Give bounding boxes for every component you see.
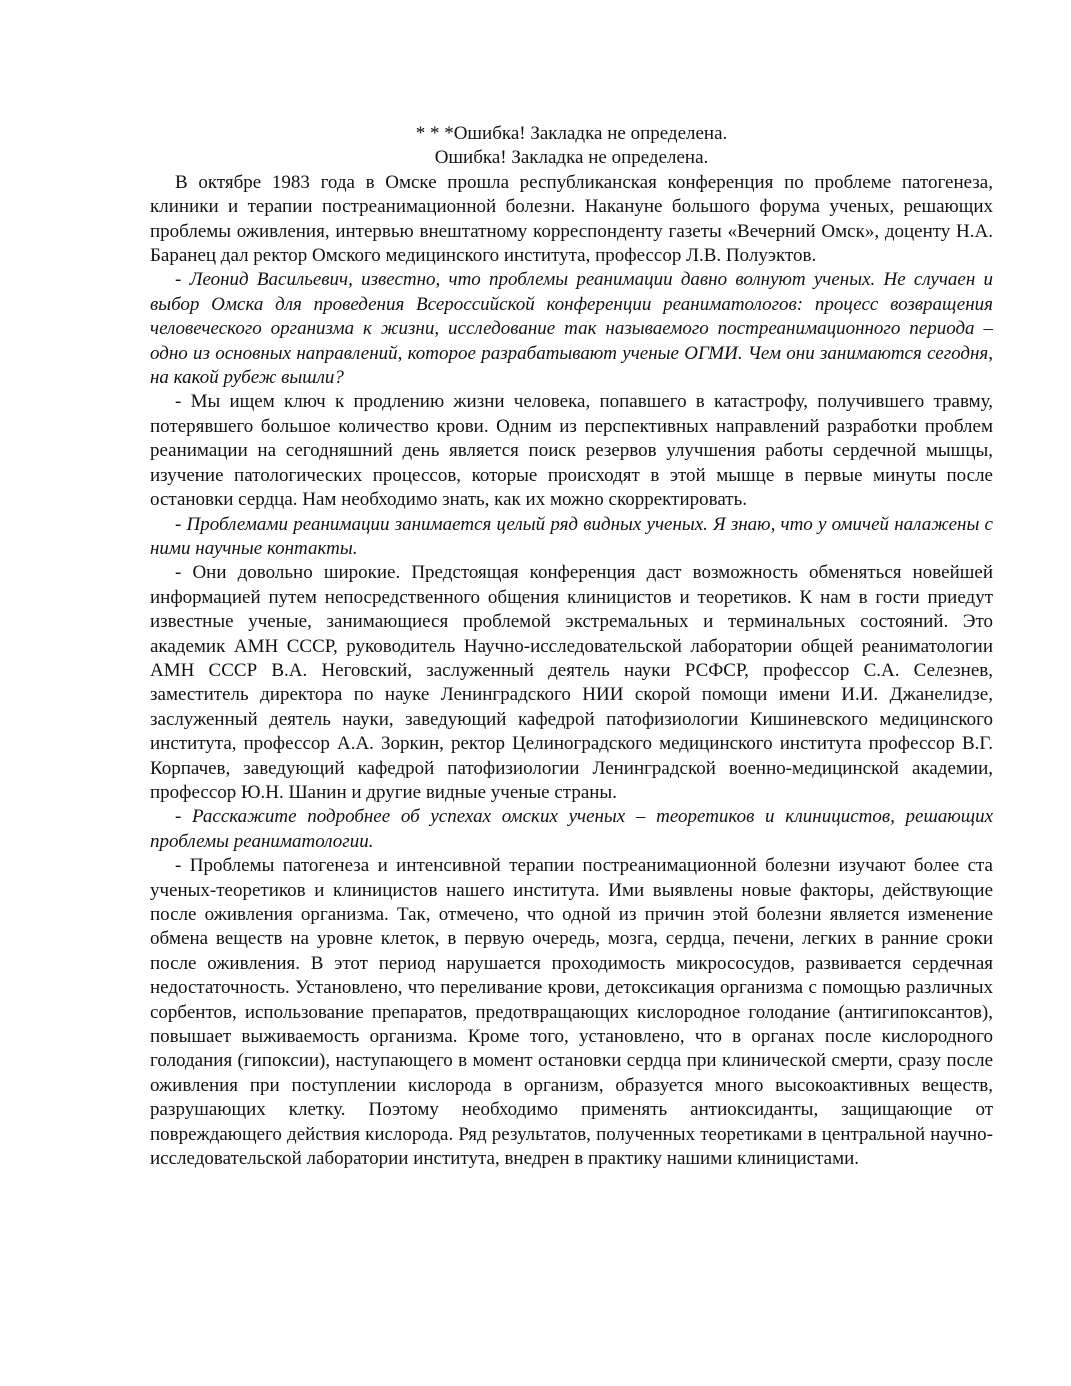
answer-paragraph-2: - Они довольно широкие. Предстоящая конференция даст возможность обменяться новейшей информацией путем непосредственного общения клиницистов и теоретиков. К нам в гости приедут известные ученые, занимающиеся проблемой экстремальных и терминальных состояний. Это академик АМН СССР, руководитель Научно-исследовательской лаборатории общей реаниматологии АМН СССР В.А. Неговский, заслуженный деятель науки РСФСР, профессор С.А. Селезнев, заместитель директора по науке Ленинградского НИИ скорой помощи имени И.И. Джанелидзе, заслуженный деятель науки, заведующий кафедрой патофизиологии Кишиневского медицинского института, профессор А.А. Зоркин, ректор Целиноградского медицинского института профессор В.Г. Корпачев, заведующий кафедрой патофизиологии Ленинградской военно-медицинской академии, профессор Ю.Н. Шанин и другие видные ученые страны.: [150, 562, 993, 803]
answer-paragraph-3: - Проблемы патогенеза и интенсивной терапии постреанимационной болезни изучают более ста ученых-теоретиков и клиницистов нашего института. Ими выявлены новые факторы, действующие после оживления организма. Так, отмечено, что одной из причин этой болезни является изменение обмена веществ на уровне клеток, в первую очередь, мозга, сердца, печени, легких в ранние сроки после оживления. В этот период нарушается проходимость микрососудов, развивается сердечная недостаточность. Установлено, что переливание крови, детоксикация организма с помощью различных сорбентов, использование препаратов, предотвращающих кислородное голодание (антигипоксантов), повышает выживаемость организма. Кроме того, установлено, что в органах после кислородного голодания (гипоксии), наступающего в момент остановки сердца при клинической смерти, сразу после оживления при поступлении кислорода в организм, образуется много высокоактивных веществ, разрушающих клетку. Поэтому необходимо применять антиоксиданты, защищающие от повреждающего действия кислорода. Ряд результатов, полученных теоретиками в центральной научно-исследовательской лаборатории института, внедрен в практику нашими клиницистами.: [150, 855, 993, 1170]
question-paragraph-1: - Леонид Васильевич, известно, что проблемы реанимации давно волнуют ученых. Не случаен и выбор Омска для проведения Всероссийской конференции реаниматологов: процесс возвращения человеческого организма к жизни, исследование так называемого постреанимационного периода – одно из основных направлений, которое разрабатывают ученые ОГМИ. Чем они занимаются сегодня, на какой рубеж вышли?: [150, 269, 993, 389]
question-paragraph-2: - Проблемами реанимации занимается целый ряд видных ученых. Я знаю, что у омичей налажены с ними научные контакты.: [150, 513, 993, 559]
question-paragraph-3: - Расскажите подробнее об успехах омских ученых – теоретиков и клиницистов, решающих проблемы реаниматологии.: [150, 806, 993, 852]
error-heading-line-2: Ошибка! Закладка не определена.: [434, 147, 709, 169]
error-heading-line-1: * * *Ошибка! Закладка не определена.: [415, 123, 728, 144]
intro-paragraph: В октябре 1983 года в Омске прошла республиканская конференция по проблеме патогенеза, клиники и терапии постреанимационной болезни. Накануне большого форума ученых, решающих проблемы оживления, интервью внештатному корреспонденту газеты «Вечерний Омск», доценту Н.А. Баранец дал ректор Омского медицинского института, профессор Л.В. Полуэктов.: [150, 171, 993, 267]
document-page: [150, 122, 993, 1171]
answer-paragraph-1: - Мы ищем ключ к продлению жизни человека, попавшего в катастрофу, получившего травму, потерявшего большое количество крови. Одним из перспективных направлений разработки проблем реанимации на сегодняшний день является поиск резервов улучшения работы сердечной мышцы, изучение патологических процессов, которые происходят в этой мышце в первые минуты после остановки сердца. Нам необходимо знать, как их можно скорректировать.: [150, 391, 993, 511]
